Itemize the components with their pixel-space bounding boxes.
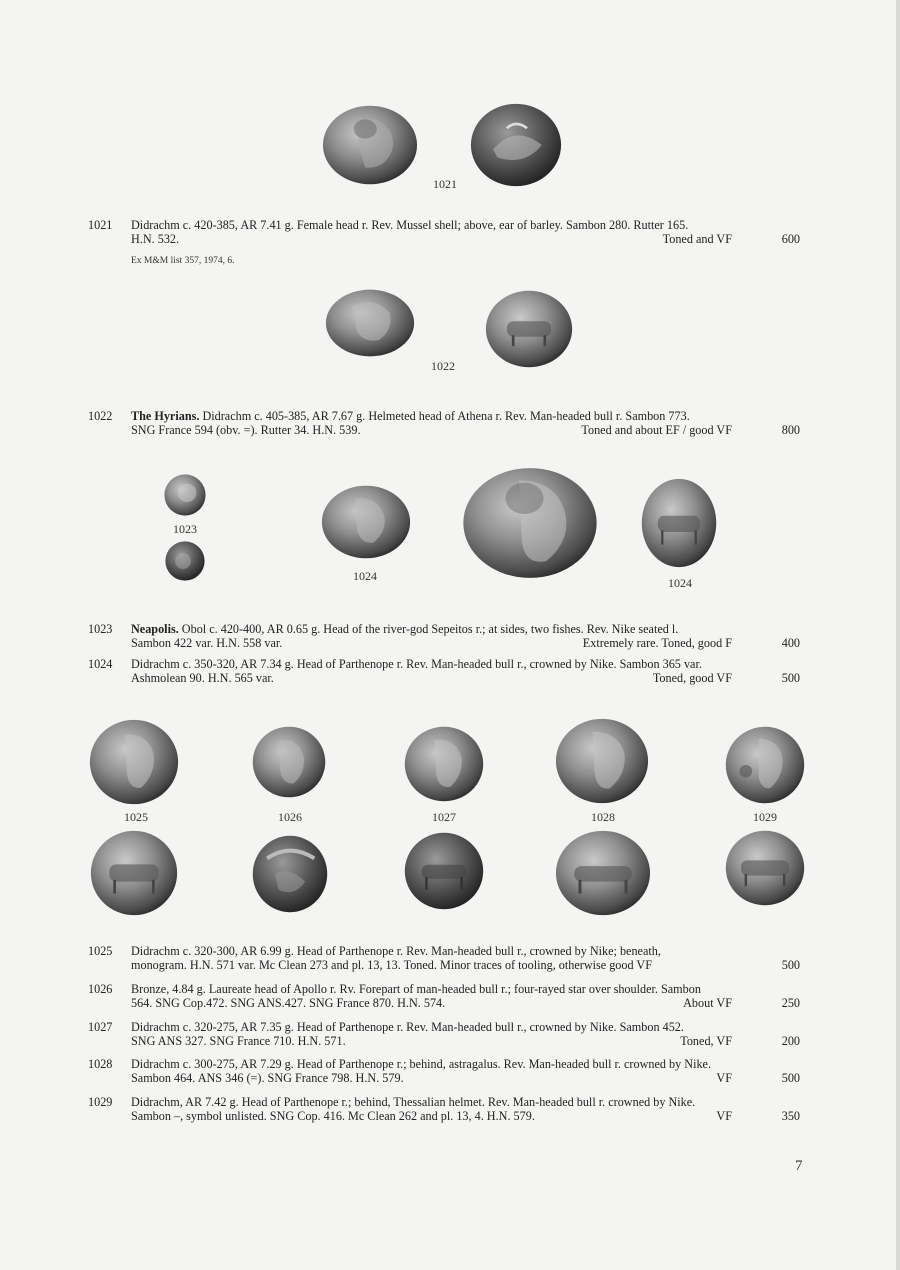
lot-heading: Neapolis.: [131, 622, 179, 636]
plate-label-1021: 1021: [433, 177, 457, 191]
lot-grade: VF: [716, 1070, 732, 1085]
lot-grade: Toned, good VF: [652, 670, 732, 685]
lot-description-line1: Didrachm c. 320-275, AR 7.35 g. Head of Parthenope r. Rev. Man-headed bull r., crowned by Nike. Sambon 452.: [131, 1020, 684, 1034]
coin-1028-reverse: [555, 830, 651, 916]
page-edge: [896, 0, 900, 1270]
plate-label-1026: 1026: [278, 810, 302, 824]
lot-description-line1: Didrachm, AR 7.42 g. Head of Parthenope r.; behind, Thessalian helmet. Rev. Man-headed bull r. crowned by Nike.: [131, 1095, 696, 1109]
coin-1022-obverse: [325, 289, 415, 357]
lot-description-line2: Sambon 464. ANS 346 (=). SNG France 798. H.N. 579.: [131, 1070, 404, 1085]
coin-1022-reverse: [485, 290, 573, 368]
lot-number: 1029: [88, 1095, 113, 1109]
coin-1028-obverse: [555, 718, 649, 804]
coin-1024b-obverse: [462, 467, 598, 579]
coin-1023-obverse: [164, 474, 206, 516]
lot-price: 500: [781, 957, 800, 972]
lot-number: 1026: [88, 982, 113, 996]
coin-1024a-obverse: [321, 485, 411, 559]
lot-price: 500: [781, 670, 800, 685]
lot-description-line2: Ashmolean 90. H.N. 565 var.: [131, 670, 274, 685]
lot-description-line2: SNG France 594 (obv. =). Rutter 34. H.N. 539.: [131, 422, 361, 437]
lot-grade: VF: [716, 1108, 732, 1123]
lot-description-line2: Sambon –, symbol unlisted. SNG Cop. 416. Mc Clean 262 and pl. 13, 4. H.N. 579.: [131, 1108, 535, 1123]
lot-number: 1025: [88, 944, 113, 958]
coin-1029-reverse: [725, 830, 805, 906]
coin-1026-reverse: [252, 835, 328, 913]
lot-price: 800: [781, 422, 800, 437]
lot-description-line1: Didrachm c. 350-320, AR 7.34 g. Head of Parthenope r. Rev. Man-headed bull r., crowned by Nike. Sambon 365 var.: [131, 657, 702, 671]
plate-label-1028: 1028: [591, 810, 615, 824]
plate-label-1023: 1023: [173, 522, 197, 536]
lot-price: 250: [781, 995, 800, 1010]
coin-1029-obverse: [725, 726, 805, 804]
lot-price: 500: [781, 1070, 800, 1085]
lot-number: 1024: [88, 657, 113, 671]
lot-description-line1: Didrachm c. 420-385, AR 7.41 g. Female head r. Rev. Mussel shell; above, ear of barley. Sambon 280. Rutter 165.: [131, 218, 689, 232]
lot-grade: Toned and VF: [662, 231, 732, 246]
plate-label-1027: 1027: [432, 810, 456, 824]
lot-description-line1: Didrachm c. 320-300, AR 6.99 g. Head of Parthenope r. Rev. Man-headed bull r., crowned by Nike; beneath,: [131, 944, 661, 958]
provenance-1021: Ex M&M list 357, 1974, 6.: [131, 256, 235, 266]
lot-number: 1022: [88, 409, 113, 423]
lot-description-line1: Obol c. 420-400, AR 0.65 g. Head of the river-god Sepeitos r.; at sides, two fishes. Rev. Nike seated l.: [178, 622, 679, 636]
lot-price: 400: [781, 635, 800, 650]
lot-description-line2: SNG ANS 327. SNG France 710. H.N. 571.: [131, 1033, 346, 1048]
plate-label-1029: 1029: [753, 810, 777, 824]
coin-1023-reverse: [165, 541, 205, 581]
coin-1027-obverse: [404, 726, 484, 802]
lot-price: 350: [781, 1108, 800, 1123]
lot-grade: Extremely rare. Toned, good F: [582, 635, 732, 650]
lot-heading: The Hyrians.: [131, 409, 200, 423]
lot-number: 1023: [88, 622, 113, 636]
coin-1025-obverse: [89, 719, 179, 805]
coin-1021-reverse: [470, 103, 562, 187]
lot-description-line2: 564. SNG Cop.472. SNG ANS.427. SNG France 870. H.N. 574.: [131, 995, 446, 1010]
plate-label-1024b: 1024: [668, 576, 692, 590]
lot-number: 1021: [88, 218, 113, 232]
plate-label-1022: 1022: [431, 359, 455, 373]
coin-1025-reverse: [90, 830, 178, 916]
coin-1026-obverse: [252, 726, 326, 798]
coin-1024b-reverse: [641, 478, 717, 568]
lot-grade: Toned, VF: [680, 1033, 732, 1048]
lot-price: 200: [781, 1033, 800, 1048]
lot-grade: About VF: [683, 995, 732, 1010]
plate-label-1024a: 1024: [353, 569, 377, 583]
lot-number: 1027: [88, 1020, 113, 1034]
lot-description-line2: H.N. 532.: [131, 231, 180, 246]
plate-label-1025: 1025: [124, 810, 148, 824]
page-number: 7: [795, 1158, 803, 1174]
lot-price: 600: [781, 231, 800, 246]
lot-description-line1: Bronze, 4.84 g. Laureate head of Apollo r. Rv. Forepart of man-headed bull r.; four-rayed star over shoulder. Sambon: [131, 982, 701, 996]
lot-number: 1028: [88, 1057, 113, 1071]
coin-1027-reverse: [404, 832, 484, 910]
lot-description-line2: Sambon 422 var. H.N. 558 var.: [131, 635, 283, 650]
coin-1021-obverse: [322, 105, 418, 185]
lot-grade: Toned and about EF / good VF: [581, 422, 732, 437]
lot-description-line1: Didrachm c. 405-385, AR 7.67 g. Helmeted head of Athena r. Rev. Man-headed bull r. Sambon 773.: [199, 409, 690, 423]
lot-description-line1: Didrachm c. 300-275, AR 7.29 g. Head of Parthenope r.; behind, astragalus. Rev. Man-headed bull r. crowned by Nike.: [131, 1057, 712, 1071]
lot-description-line2: monogram. H.N. 571 var. Mc Clean 273 and pl. 13, 13. Toned. Minor traces of tooling, otherwise good VF: [131, 957, 652, 972]
